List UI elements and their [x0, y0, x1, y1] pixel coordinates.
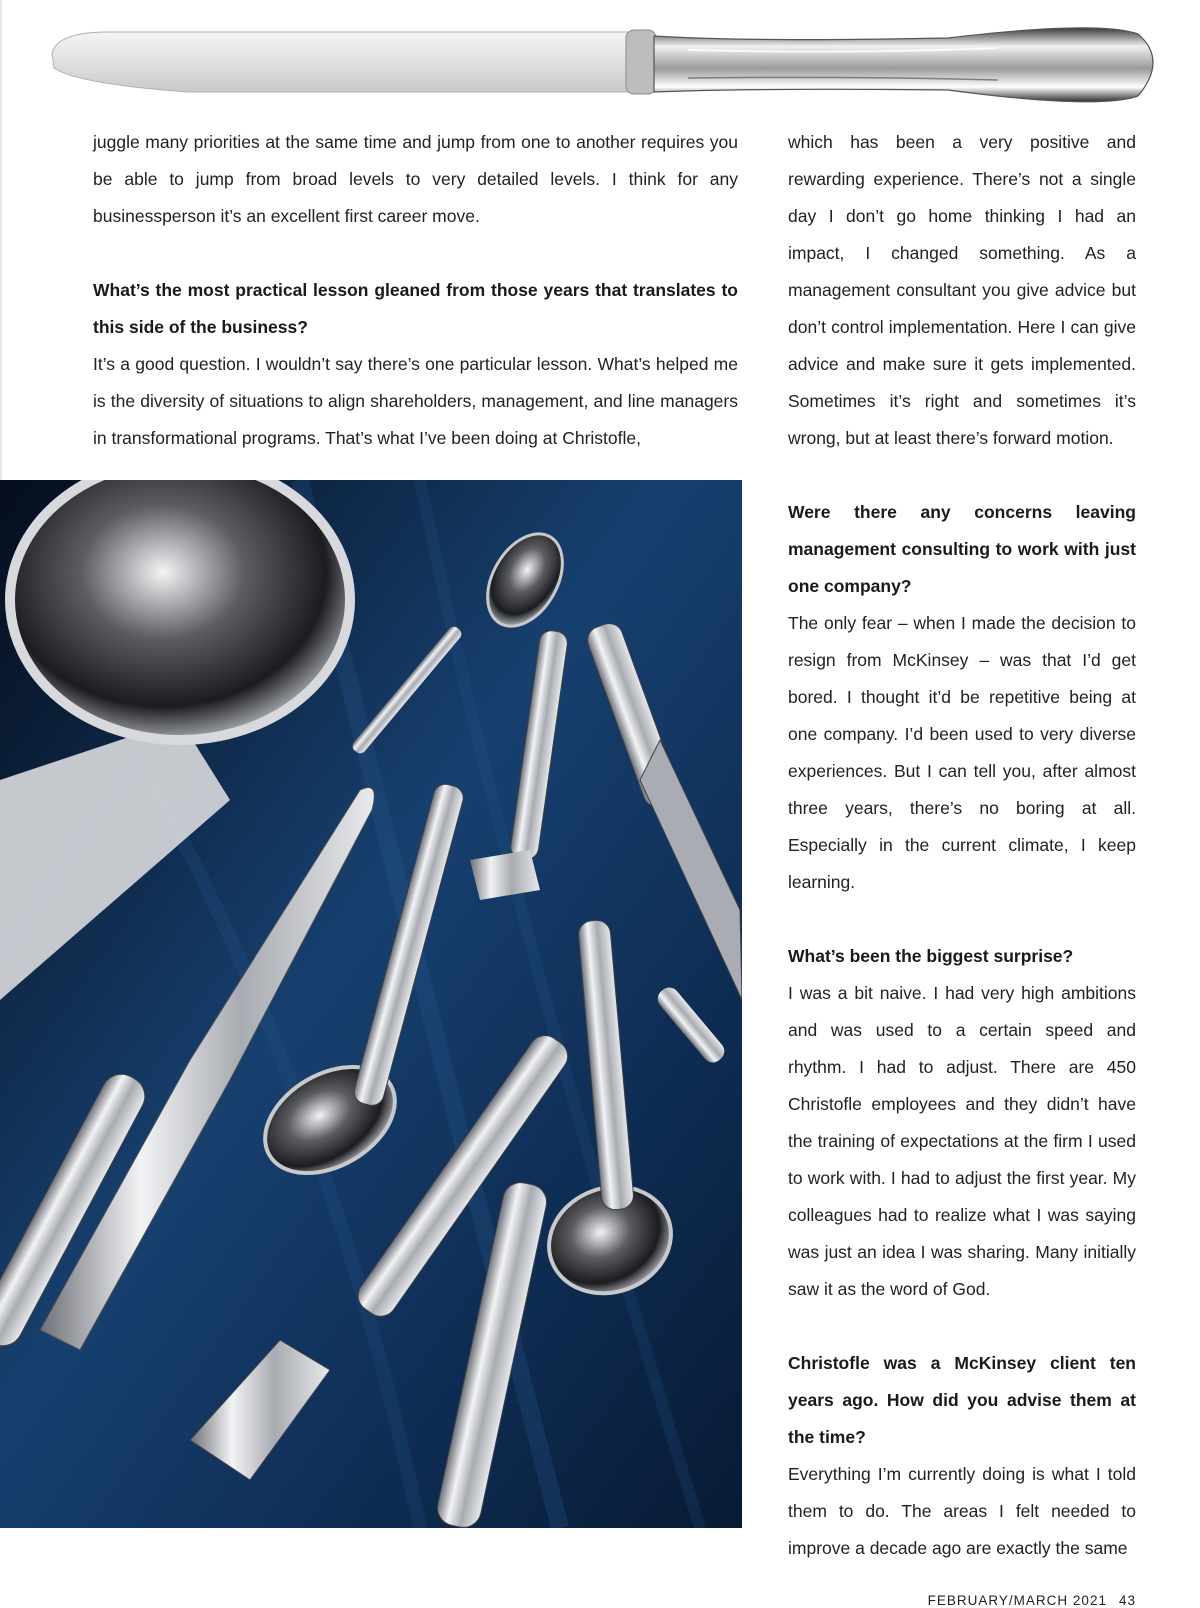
page-footer [928, 1594, 1136, 1608]
question-heading: Christofle was a McKinsey client ten years ago. How did you advise them at the time? [788, 1353, 1136, 1447]
issue-date: FEBRUARY/MARCH 2021 [927, 1593, 1107, 1608]
body-paragraph: I was a bit naive. I had very high ambitions and was used to a certain speed and rhythm. I had to adjust. There are 450 Christofle employees and they didn’t have the training of expectations at the firm I used to work with. I had to adjust the first year. My colleagues had to realize what I was saying was just an idea I was sharing. Many initially saw it as the word of God. [788, 983, 1136, 1299]
body-paragraph: It’s a good question. I wouldn’t say there’s one particular lesson. What’s helped me is the diversity of situations to align shareholders, management, and line managers in transformational programs. That’s what I’ve been doing at Christofle, [93, 354, 738, 448]
question-heading: What’s been the biggest surprise? [788, 946, 1074, 966]
left-column [93, 124, 738, 457]
page-edge-shadow [0, 0, 2, 480]
body-paragraph: which has been a very positive and rewarding experience. There’s not a single day I don’t go home thinking I had an impact, I changed something. As a management consultant you give advice but don’t control implementation. Here I can give advice and make sure it gets implemented. Sometimes it’s right and sometimes it’s wrong, but at least there’s forward motion. [788, 132, 1136, 448]
body-paragraph: The only fear – when I made the decision to resign from McKinsey – was that I’d get bored. I thought it’d be repetitive being at one company. I’d been used to very diverse experiences. But I can tell you, after almost three years, there’s no boring at all. Especially in the current climate, I keep learning. [788, 613, 1136, 892]
question-heading: What’s the most practical lesson gleaned from those years that translates to this side of the business? [93, 280, 738, 337]
silver-knife-image [48, 14, 1168, 114]
body-paragraph: juggle many priorities at the same time and jump from one to another requires you be able to jump from broad levels to very detailed levels. I think for any businessperson it’s an excellent first career move. [93, 132, 738, 226]
page-number: 43 [1118, 1593, 1136, 1608]
right-column [788, 124, 1136, 1567]
question-heading: Were there any concerns leaving management consulting to work with just one company? [788, 502, 1136, 596]
body-paragraph: Everything I’m currently doing is what I told them to do. The areas I felt needed to improve a decade ago are exactly the same [788, 1464, 1136, 1558]
silverware-on-blue-cloth-image [0, 480, 742, 1528]
